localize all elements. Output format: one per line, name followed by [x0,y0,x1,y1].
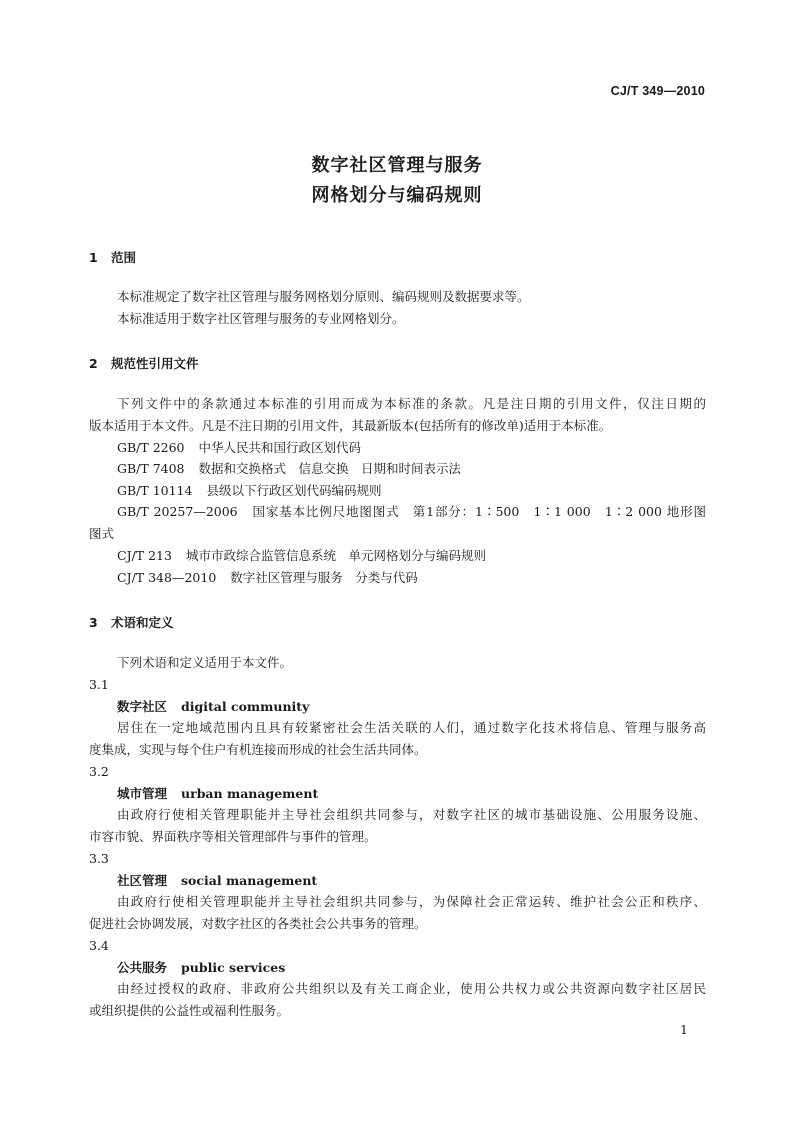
term-definition: 由政府行使相关管理职能并主导社会组织共同参与，对数字社区的城市基础设施、公用服务设施、 [117,807,706,822]
section-heading-normative-references [89,354,199,372]
term-english: social management [181,873,318,888]
term-chinese: 数字社区 [117,699,168,714]
section-number: 3 [89,615,98,630]
term-heading [117,959,706,977]
term-english: urban management [181,786,319,801]
paragraph: 本标准适用于数字社区管理与服务的专业网格划分。 [117,311,405,326]
term-chinese: 社区管理 [117,873,168,888]
reference-item [117,439,706,457]
reference-title: 国家基本比例尺地图图式 第1部分：1∶500 1∶1 000 1∶2 000 地形图 [251,504,706,519]
reference-code: CJ/T 348—2010 [117,570,217,585]
section-title: 范围 [111,250,137,265]
term-english: digital community [181,699,310,714]
reference-code: GB/T 10114 [117,483,193,498]
reference-code: GB/T 7408 [117,461,185,476]
reference-title: 县级以下行政区划代码编码规则 [206,483,382,498]
reference-item [117,503,706,521]
term-chinese: 城市管理 [117,786,168,801]
reference-item [117,547,706,565]
document-title-line2: 网格划分与编码规则 [311,185,483,206]
section-number: 2 [89,356,98,371]
section-heading-scope [89,248,136,266]
reference-code: CJ/T 213 [117,548,172,563]
reference-title: 中华人民共和国行政区划代码 [198,440,362,455]
reference-continuation: 图式 [89,526,115,541]
term-chinese: 公共服务 [117,960,168,975]
term-english: public services [181,960,286,975]
term-definition-continuation: 促进社会协调发展，对数字社区的各类社会公共事务的管理。 [89,916,427,931]
term-definition-continuation: 度集成，实现与每个住户有机连接而形成的社会生活共同体。 [89,742,427,757]
section-title: 术语和定义 [111,615,174,630]
term-definition: 由经过授权的政府、非政府公共组织以及有关工商企业，使用公共权力或公共资源向数字社区居民 [117,981,706,996]
section-number: 1 [89,250,98,265]
reference-item [117,569,706,587]
section-title: 规范性引用文件 [111,356,199,371]
page-number: 1 [680,1022,688,1037]
reference-code: GB/T 20257—2006 [117,504,238,519]
term-definition-continuation: 或组织提供的公益性或福利性服务。 [89,1003,290,1018]
term-number: 3.4 [89,938,109,953]
reference-title: 数字社区管理与服务 分类与代码 [230,570,418,585]
paragraph-continuation: 版本适用于本文件。凡是不注日期的引用文件，其最新版本(包括所有的修改单)适用于本标准。 [89,418,612,433]
term-heading [117,785,706,803]
term-definition-continuation: 市容市貌、界面秩序等相关管理部件与事件的管理。 [89,829,377,844]
reference-title: 城市市政综合监管信息系统 单元网格划分与编码规则 [185,548,486,563]
reference-title: 数据和交换格式 信息交换 日期和时间表示法 [198,461,462,476]
term-heading [117,872,706,890]
document-title-line1: 数字社区管理与服务 [311,155,483,176]
paragraph: 下列术语和定义适用于本文件。 [117,655,293,670]
standard-code: CJ/T 349—2010 [610,84,705,98]
paragraph: 下列文件中的条款通过本标准的引用而成为本标准的条款。凡是注日期的引用文件，仅注日期的 [117,396,706,411]
section-heading-terms-and-definitions [89,613,174,631]
term-number: 3.3 [89,851,109,866]
reference-code: GB/T 2260 [117,440,185,455]
term-definition: 居住在一定地域范围内且具有较紧密社会生活关联的人们，通过数字化技术将信息、管理与服务高 [117,720,706,735]
term-number: 3.1 [89,677,109,692]
reference-item [117,482,706,500]
term-heading [117,698,706,716]
paragraph: 本标准规定了数字社区管理与服务网格划分原则、编码规则及数据要求等。 [117,289,530,304]
term-number: 3.2 [89,764,109,779]
reference-item [117,460,706,478]
term-definition: 由政府行使相关管理职能并主导社会组织共同参与，为保障社会正常运转、维护社会公正和秩序、 [117,894,706,909]
